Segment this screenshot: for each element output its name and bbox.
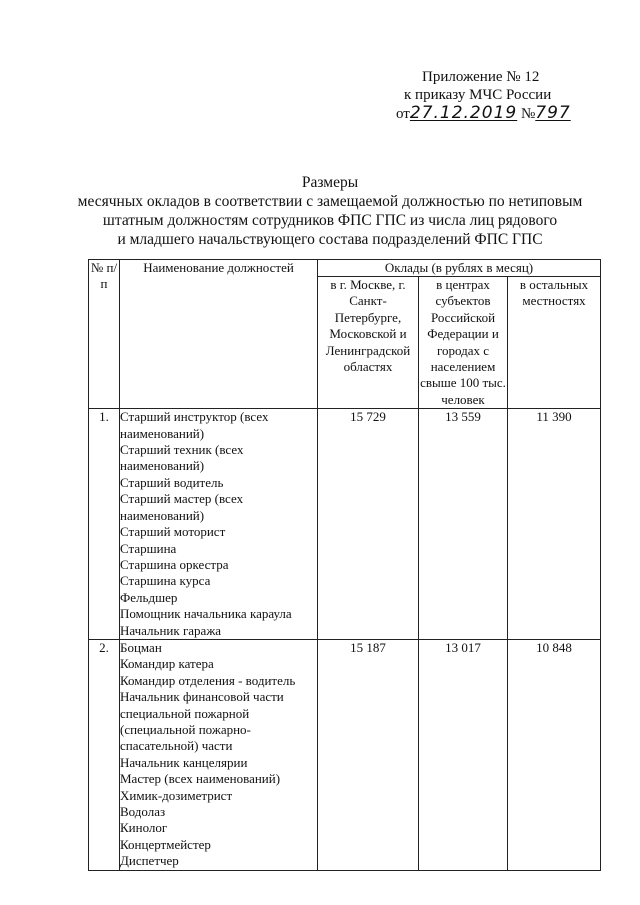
salary-moscow: 15 187 bbox=[318, 639, 419, 870]
position-name: Концертмейстер bbox=[120, 836, 211, 852]
position-name: Боцман bbox=[120, 639, 162, 655]
position-name: Старший мастер (всех наименований) bbox=[120, 491, 244, 523]
order-number: 797 bbox=[535, 103, 571, 123]
order-date: 27.12.2019 bbox=[409, 103, 518, 123]
salary-moscow: 15 729 bbox=[318, 409, 419, 640]
position-name: Старшина оркестра bbox=[120, 556, 229, 572]
title-line-3: штатным должностям сотрудников ФПС ГПС из числа лиц рядового bbox=[102, 212, 558, 229]
header-other-localities: в остальных местностях bbox=[508, 277, 601, 409]
title-line-2: месячных окладов в соответствии с замещаемой должностью по нетиповым bbox=[77, 193, 583, 210]
position-name: Химик-дозиметрист bbox=[120, 787, 233, 803]
row-number: 1. bbox=[89, 409, 120, 640]
position-name: Диспетчер bbox=[120, 853, 179, 869]
header-position-name: Наименование должностей bbox=[120, 260, 318, 409]
position-name: Начальник финансовой части специальной пожарной (специальной пожарно-спасательной) части bbox=[120, 689, 284, 754]
table-row bbox=[89, 639, 601, 870]
title-line-4: и младшего начальствующего состава подразделений ФПС ГПС bbox=[117, 231, 543, 248]
position-name: Старший водитель bbox=[120, 474, 224, 490]
row-positions bbox=[120, 409, 318, 640]
table-row bbox=[89, 409, 601, 640]
date-prefix: от bbox=[396, 106, 410, 122]
appendix-block bbox=[0, 66, 640, 136]
header-regional-centers: в центрах субъектов Российской Федерации и городах с населением свыше 100 тыс. человек bbox=[420, 277, 506, 407]
document-title bbox=[60, 173, 600, 249]
position-name: Старший моторист bbox=[120, 524, 226, 540]
position-name: Водолаз bbox=[120, 804, 166, 819]
position-name: Командир катера bbox=[120, 656, 214, 672]
row-number: 2. bbox=[89, 639, 120, 870]
position-name: Фельдшер bbox=[120, 589, 178, 605]
header-number: № п/п bbox=[89, 260, 120, 409]
position-name: Кинолог bbox=[120, 820, 168, 836]
row-positions bbox=[120, 639, 318, 870]
appendix-order-ref: к приказу МЧС России bbox=[404, 87, 552, 103]
salary-table bbox=[88, 259, 601, 871]
position-name: Начальник канцелярии bbox=[120, 754, 248, 770]
header-row-group bbox=[89, 260, 601, 277]
position-name: Старший техник (всех наименований) bbox=[120, 442, 244, 474]
header-salaries-group: Оклады (в рублях в месяц) bbox=[318, 260, 601, 277]
salary-other-localities: 10 848 bbox=[508, 639, 601, 870]
salary-other-localities: 11 390 bbox=[508, 409, 601, 640]
title-line-1: Размеры bbox=[301, 174, 359, 191]
position-name: Старшина курса bbox=[120, 573, 211, 589]
header-moscow: в г. Москве, г. Санкт-Петербурге, Московской и Ленинградской областях bbox=[318, 277, 419, 409]
position-name: Старший инструктор (всех наименований) bbox=[120, 409, 269, 441]
appendix-number: Приложение № 12 bbox=[422, 69, 540, 85]
salary-regional-centers: 13 017 bbox=[419, 639, 508, 870]
salary-regional-centers: 13 559 bbox=[419, 409, 508, 640]
number-prefix: № bbox=[520, 106, 536, 122]
position-name: Начальник гаража bbox=[120, 622, 222, 638]
position-name: Помощник начальника караула bbox=[120, 606, 292, 622]
position-name: Старшина bbox=[120, 540, 177, 556]
position-name: Командир отделения - водитель bbox=[120, 672, 296, 688]
position-name: Мастер (всех наименований) bbox=[120, 771, 281, 787]
appendix-date-line bbox=[396, 104, 571, 123]
